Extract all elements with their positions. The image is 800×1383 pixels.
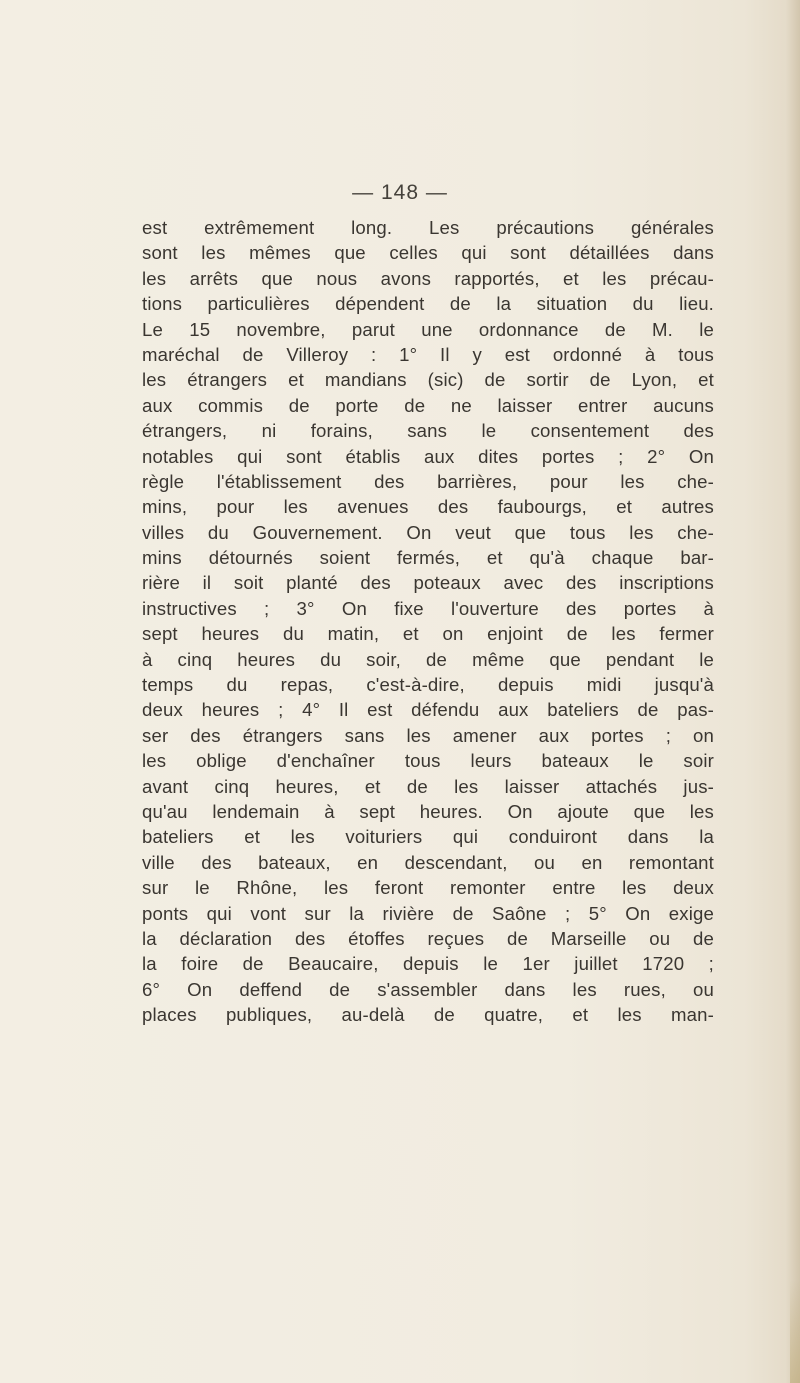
text-line: les arrêts que nous avons rapportés, et les précau- [142, 267, 714, 289]
text-line: instructives ; 3° On fixe l'ouverture des portes à [142, 597, 714, 619]
text-line: temps du repas, c'est-à-dire, depuis midi jusqu'à [142, 674, 714, 696]
page-number: — 148 — [352, 181, 448, 204]
text-line: les oblige d'enchaîner tous leurs bateaux le soir [142, 750, 714, 772]
text-line: ville des bateaux, en descendant, ou en remontant [142, 851, 714, 873]
text-line: sur le Rhône, les feront remonter entre les deux [142, 877, 714, 899]
text-line: aux commis de porte de ne laisser entrer aucuns [142, 394, 714, 416]
text-line: ponts qui vont sur la rivière de Saône ; 5° On exige [142, 902, 714, 924]
page-edge-shadow [786, 0, 800, 1383]
text-line: étrangers, ni forains, sans le consentement des [142, 420, 714, 442]
text-line: à cinq heures du soir, de même que pendant le [142, 648, 714, 670]
text-line: mins, pour les avenues des faubourgs, et autres [142, 496, 714, 518]
text-line: la déclaration des étoffes reçues de Marseille ou de [142, 927, 714, 949]
body-text [142, 215, 714, 1028]
text-line: places publiques, au-delà de quatre, et les man- [142, 1004, 714, 1026]
text-line: mins détournés soient fermés, et qu'à chaque bar- [142, 547, 714, 569]
text-line: rière il soit planté des poteaux avec des inscriptions [142, 572, 714, 594]
text-line: ser des étrangers sans les amener aux portes ; on [142, 724, 714, 746]
text-line: bateliers et les voituriers qui conduiront dans la [142, 826, 714, 848]
text-line: maréchal de Villeroy : 1° Il y est ordonné à tous [142, 343, 714, 365]
text-line: sont les mêmes que celles qui sont détaillées dans [142, 242, 714, 264]
text-line: qu'au lendemain à sept heures. On ajoute que les [142, 800, 714, 822]
text-line: 6° On deffend de s'assembler dans les rues, ou [142, 978, 714, 1000]
text-line: villes du Gouvernement. On veut que tous les che- [142, 521, 714, 543]
text-line: avant cinq heures, et de les laisser attachés jus- [142, 775, 714, 797]
page-corner-shadow [790, 1280, 800, 1383]
text-line: deux heures ; 4° Il est défendu aux bateliers de pas- [142, 699, 714, 721]
text-line: sept heures du matin, et on enjoint de les fermer [142, 623, 714, 645]
text-line: règle l'établissement des barrières, pour les che- [142, 470, 714, 492]
text-line: Le 15 novembre, parut une ordonnance de M. le [142, 318, 714, 340]
text-line: la foire de Beaucaire, depuis le 1er juillet 1720 ; [142, 953, 714, 975]
text-line: tions particulières dépendent de la situation du lieu. [142, 293, 714, 315]
text-line: les étrangers et mandians (sic) de sortir de Lyon, et [142, 369, 714, 391]
text-line: notables qui sont établis aux dites portes ; 2° On [142, 445, 714, 467]
text-line: est extrêmement long. Les précautions générales [142, 217, 714, 238]
